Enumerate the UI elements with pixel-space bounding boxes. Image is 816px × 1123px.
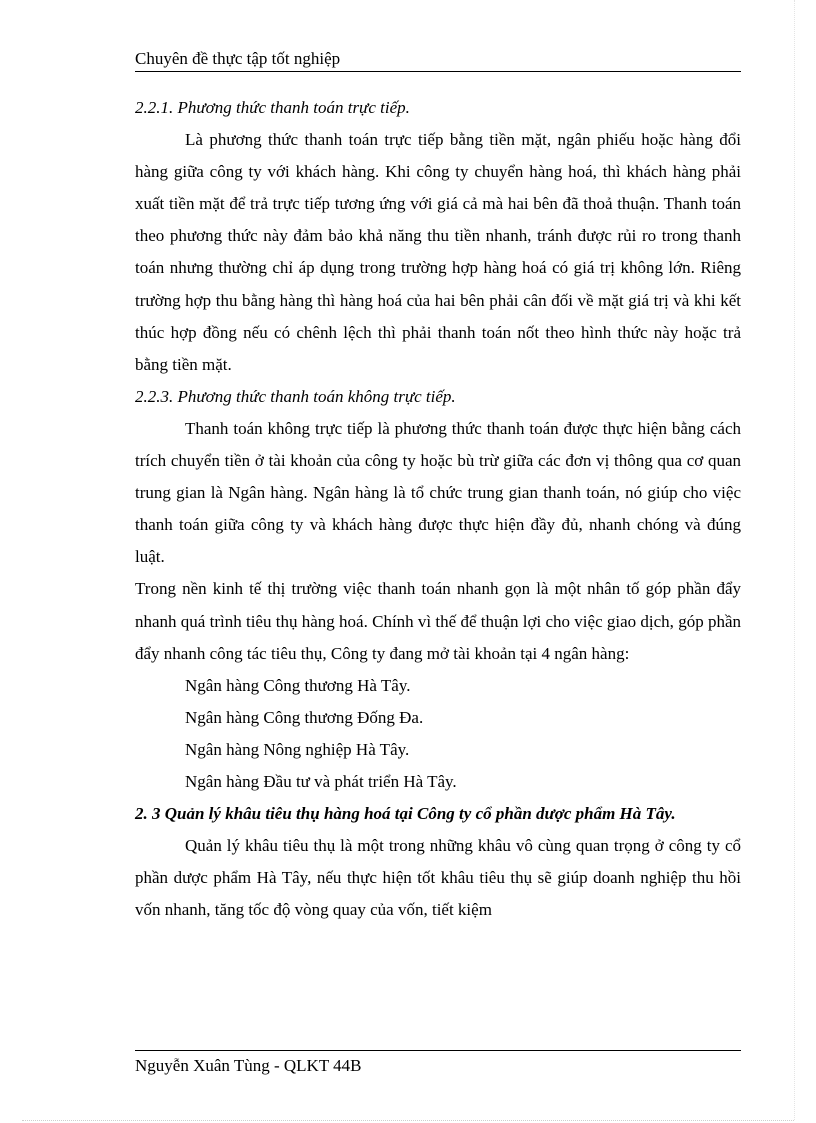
section-heading-2-3: 2. 3 Quản lý khâu tiêu thụ hàng hoá tại Công ty cổ phần dược phẩm Hà Tây. [135,804,676,824]
bank-list-item: Ngân hàng Đầu tư và phát triển Hà Tây. [185,771,457,791]
bank-list-item: Ngân hàng Công thương Hà Tây. [185,675,411,695]
page-bottom-edge [22,1120,794,1121]
page-header [135,48,741,72]
section-paragraph-2-3: Quản lý khâu tiêu thụ là một trong những khâu vô cùng quan trọng ở công ty cổ phần dược phẩm Hà Tây, nếu thực hiện tốt khâu tiêu thụ sẽ giúp doanh nghiệp thu hồi vốn nhanh, tăng tốc độ vòng quay của vốn, tiết kiệm [135,836,741,920]
page-footer [135,1050,741,1077]
section-paragraph-2-2-3-a: Thanh toán không trực tiếp là phương thức thanh toán được thực hiện bằng cách trích chuyển tiền ở tài khoản của công ty hoặc bù trừ giữa các đơn vị thông qua cơ quan trung gian là Ngân hàng. Ngân hàng là tổ chức trung gian thanh toán, nó giúp cho việc thanh toán giữa công ty và khách hàng được thực hiện đầy đủ, nhanh chóng và đúng luật. [135,418,741,567]
bank-list-item: Ngân hàng Nông nghiệp Hà Tây. [185,739,410,759]
section-heading-2-2-1: 2.2.1. Phương thức thanh toán trực tiếp. [135,98,410,117]
footer-author: Nguyễn Xuân Tùng - QLKT 44B [135,1056,362,1075]
section-paragraph-2-2-1: Là phương thức thanh toán trực tiếp bằng tiền mặt, ngân phiếu hoặc hàng đổi hàng giữa công ty với khách hàng. Khi công ty chuyển hàng hoá, thì khách hàng phải xuất tiền mặt để trả trực tiếp tương ứng với giá cả mà hai bên đã thoả thuận. Thanh toán theo phương thức này đảm bảo khả năng thu tiền nhanh, tránh được rủi ro trong thanh toán nhưng thường chỉ áp dụng trong trường hợp hàng hoá có giá trị không lớn. Riêng trường hợp thu bằng hàng thì hàng hoá của hai bên phải cân đối về mặt giá trị và khi kết thúc hợp đồng nếu có chênh lệch thì phải thanh toán nốt theo hình thức này hoặc trả bằng tiền mặt. [135,130,741,374]
header-title: Chuyên đề thực tập tốt nghiệp [135,49,341,68]
document-body [135,92,741,926]
section-heading-2-2-3: 2.2.3. Phương thức thanh toán không trực tiếp. [135,386,456,406]
bank-list-item: Ngân hàng Công thương Đống Đa. [185,707,424,727]
section-paragraph-2-2-3-b: Trong nền kinh tế thị trường việc thanh toán nhanh gọn là một nhân tố góp phần đẩy nhanh quá trình tiêu thụ hàng hoá. Chính vì thế để thuận lợi cho việc giao dịch, góp phần đẩy nhanh công tác tiêu thụ, Công ty đang mở tài khoản tại 4 ngân hàng: [135,579,741,663]
page-right-edge [794,0,795,1120]
